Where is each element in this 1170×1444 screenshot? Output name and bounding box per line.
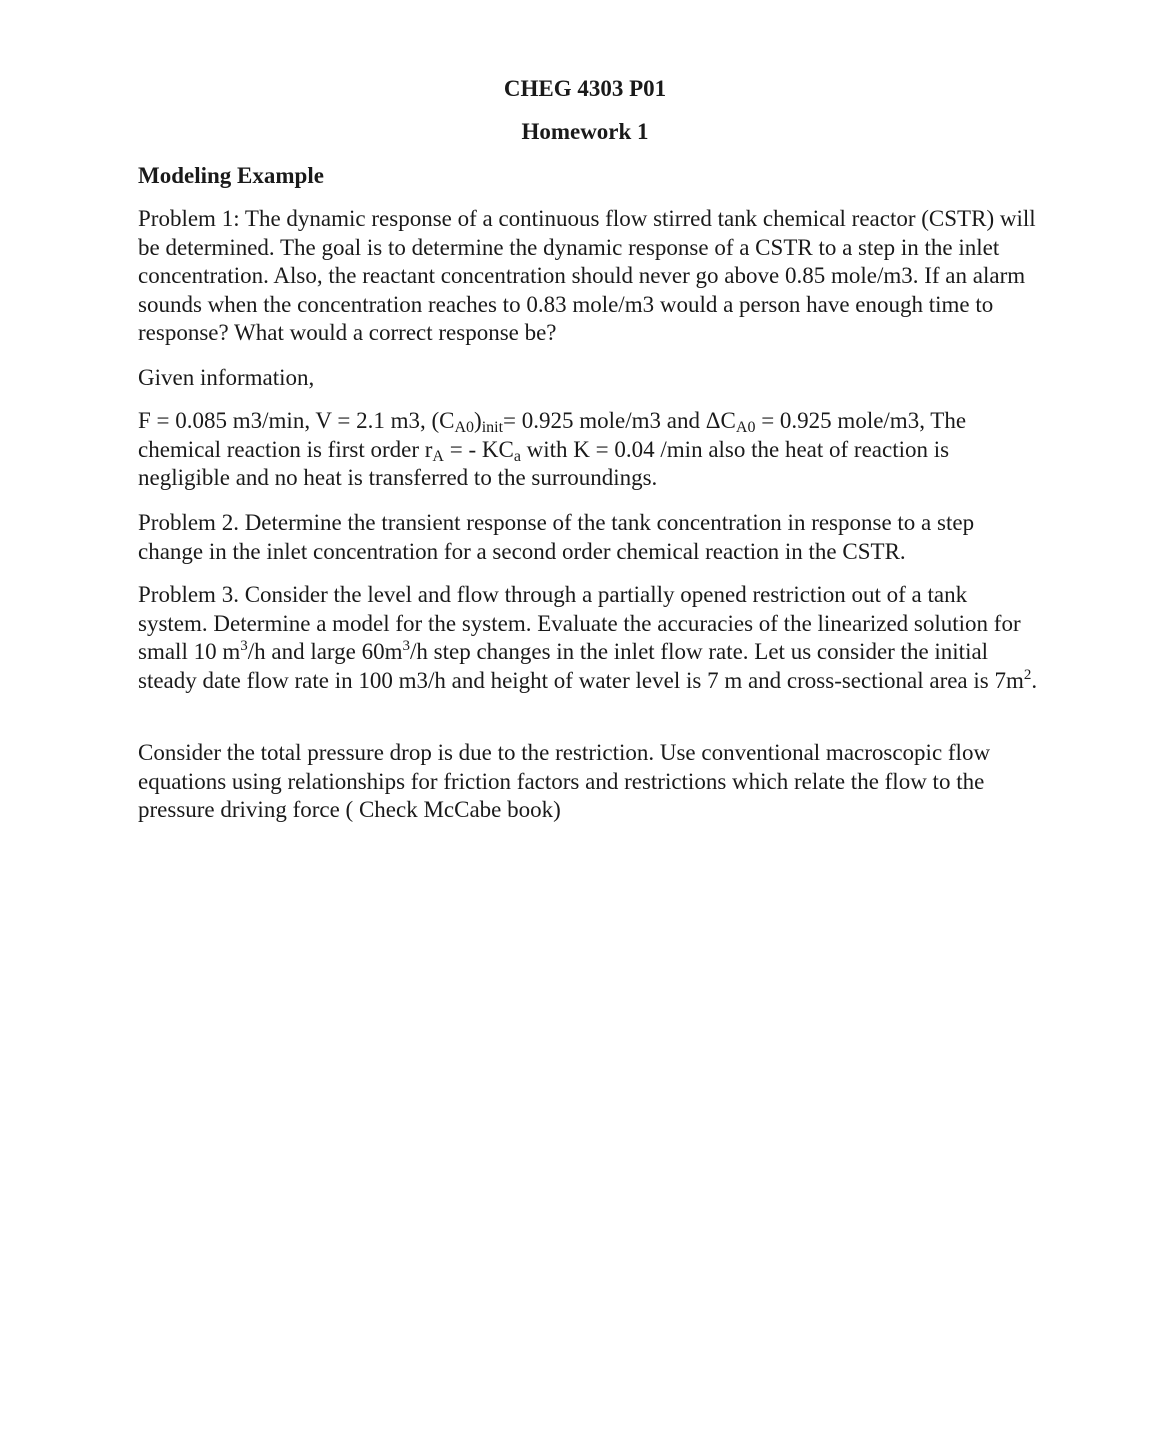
problem-3-superscript-1: 3	[240, 638, 248, 655]
problem-3-text-3: /h step changes in the inlet flow rate. Let us consider the initial steady date flow rate in 100 m3/h and height of water level is 7 m and cross-sectional area is 7m	[138, 639, 1024, 693]
problem-2-paragraph: Problem 2. Determine the transient response of the tank concentration in response to a step change in the inlet concentration for a second order chemical reaction in the CSTR.	[138, 510, 975, 564]
assignment-title: Homework 1	[521, 119, 649, 144]
note-paragraph: Consider the total pressure drop is due to the restriction. Use conventional macroscopic flow equations using relationships for friction factors and restrictions which relate the flow to the pressure driving force ( Check McCabe book)	[138, 740, 991, 823]
problem-3-text-1: Problem 3. Consider the level and flow through a partially opened restriction out of a tank system. Determine a model for the system. Evaluate the accuracies of the linearized solution for small 10 m	[138, 582, 1021, 665]
given-subscript-a: A	[432, 447, 444, 465]
problem-3-text-2: /h and large 60m	[247, 639, 403, 665]
problem-1-paragraph: Problem 1: The dynamic response of a continuous flow stirred tank chemical reactor (CSTR) will be determined. The goal is to determine the dynamic response of a CSTR to a step in the inlet concentration. Also, the reactant concentration should never go above 0.85 mole/m3. If an alarm sounds when the concentration reaches to 0.83 mole/m3 would a person have enough time to response? What would a correct response be?	[138, 206, 1036, 346]
given-information-label: Given information,	[138, 365, 315, 390]
given-text-3: = 0.925 mole/m3 and ΔC	[503, 408, 736, 433]
given-subscript-lower-a: a	[513, 447, 521, 465]
given-subscript-a0: A0	[454, 419, 475, 436]
course-title: CHEG 4303 P01	[503, 76, 667, 101]
problem-3-superscript-2: 3	[402, 638, 411, 655]
given-text-1: F = 0.085 m3/min, V = 2.1 m3, (C	[138, 408, 455, 433]
given-text-6: with K = 0.04 /min also the heat of reaction is negligible and no heat is transferred to the surroundings.	[138, 436, 950, 491]
given-information-paragraph	[138, 407, 1038, 493]
problem-3-superscript-3: 2	[1023, 666, 1032, 683]
problem-3-text-4: .	[1031, 667, 1038, 693]
given-subscript-init: init	[481, 419, 504, 436]
given-subscript-a0-delta: A0	[735, 419, 756, 436]
section-heading: Modeling Example	[138, 163, 324, 188]
problem-3-paragraph	[138, 581, 1038, 695]
given-text-4: = 0.925 mole/m3, The chemical reaction is first order r	[138, 408, 967, 462]
given-text-2: )	[474, 408, 482, 433]
given-text-5: = - KC	[443, 436, 514, 462]
